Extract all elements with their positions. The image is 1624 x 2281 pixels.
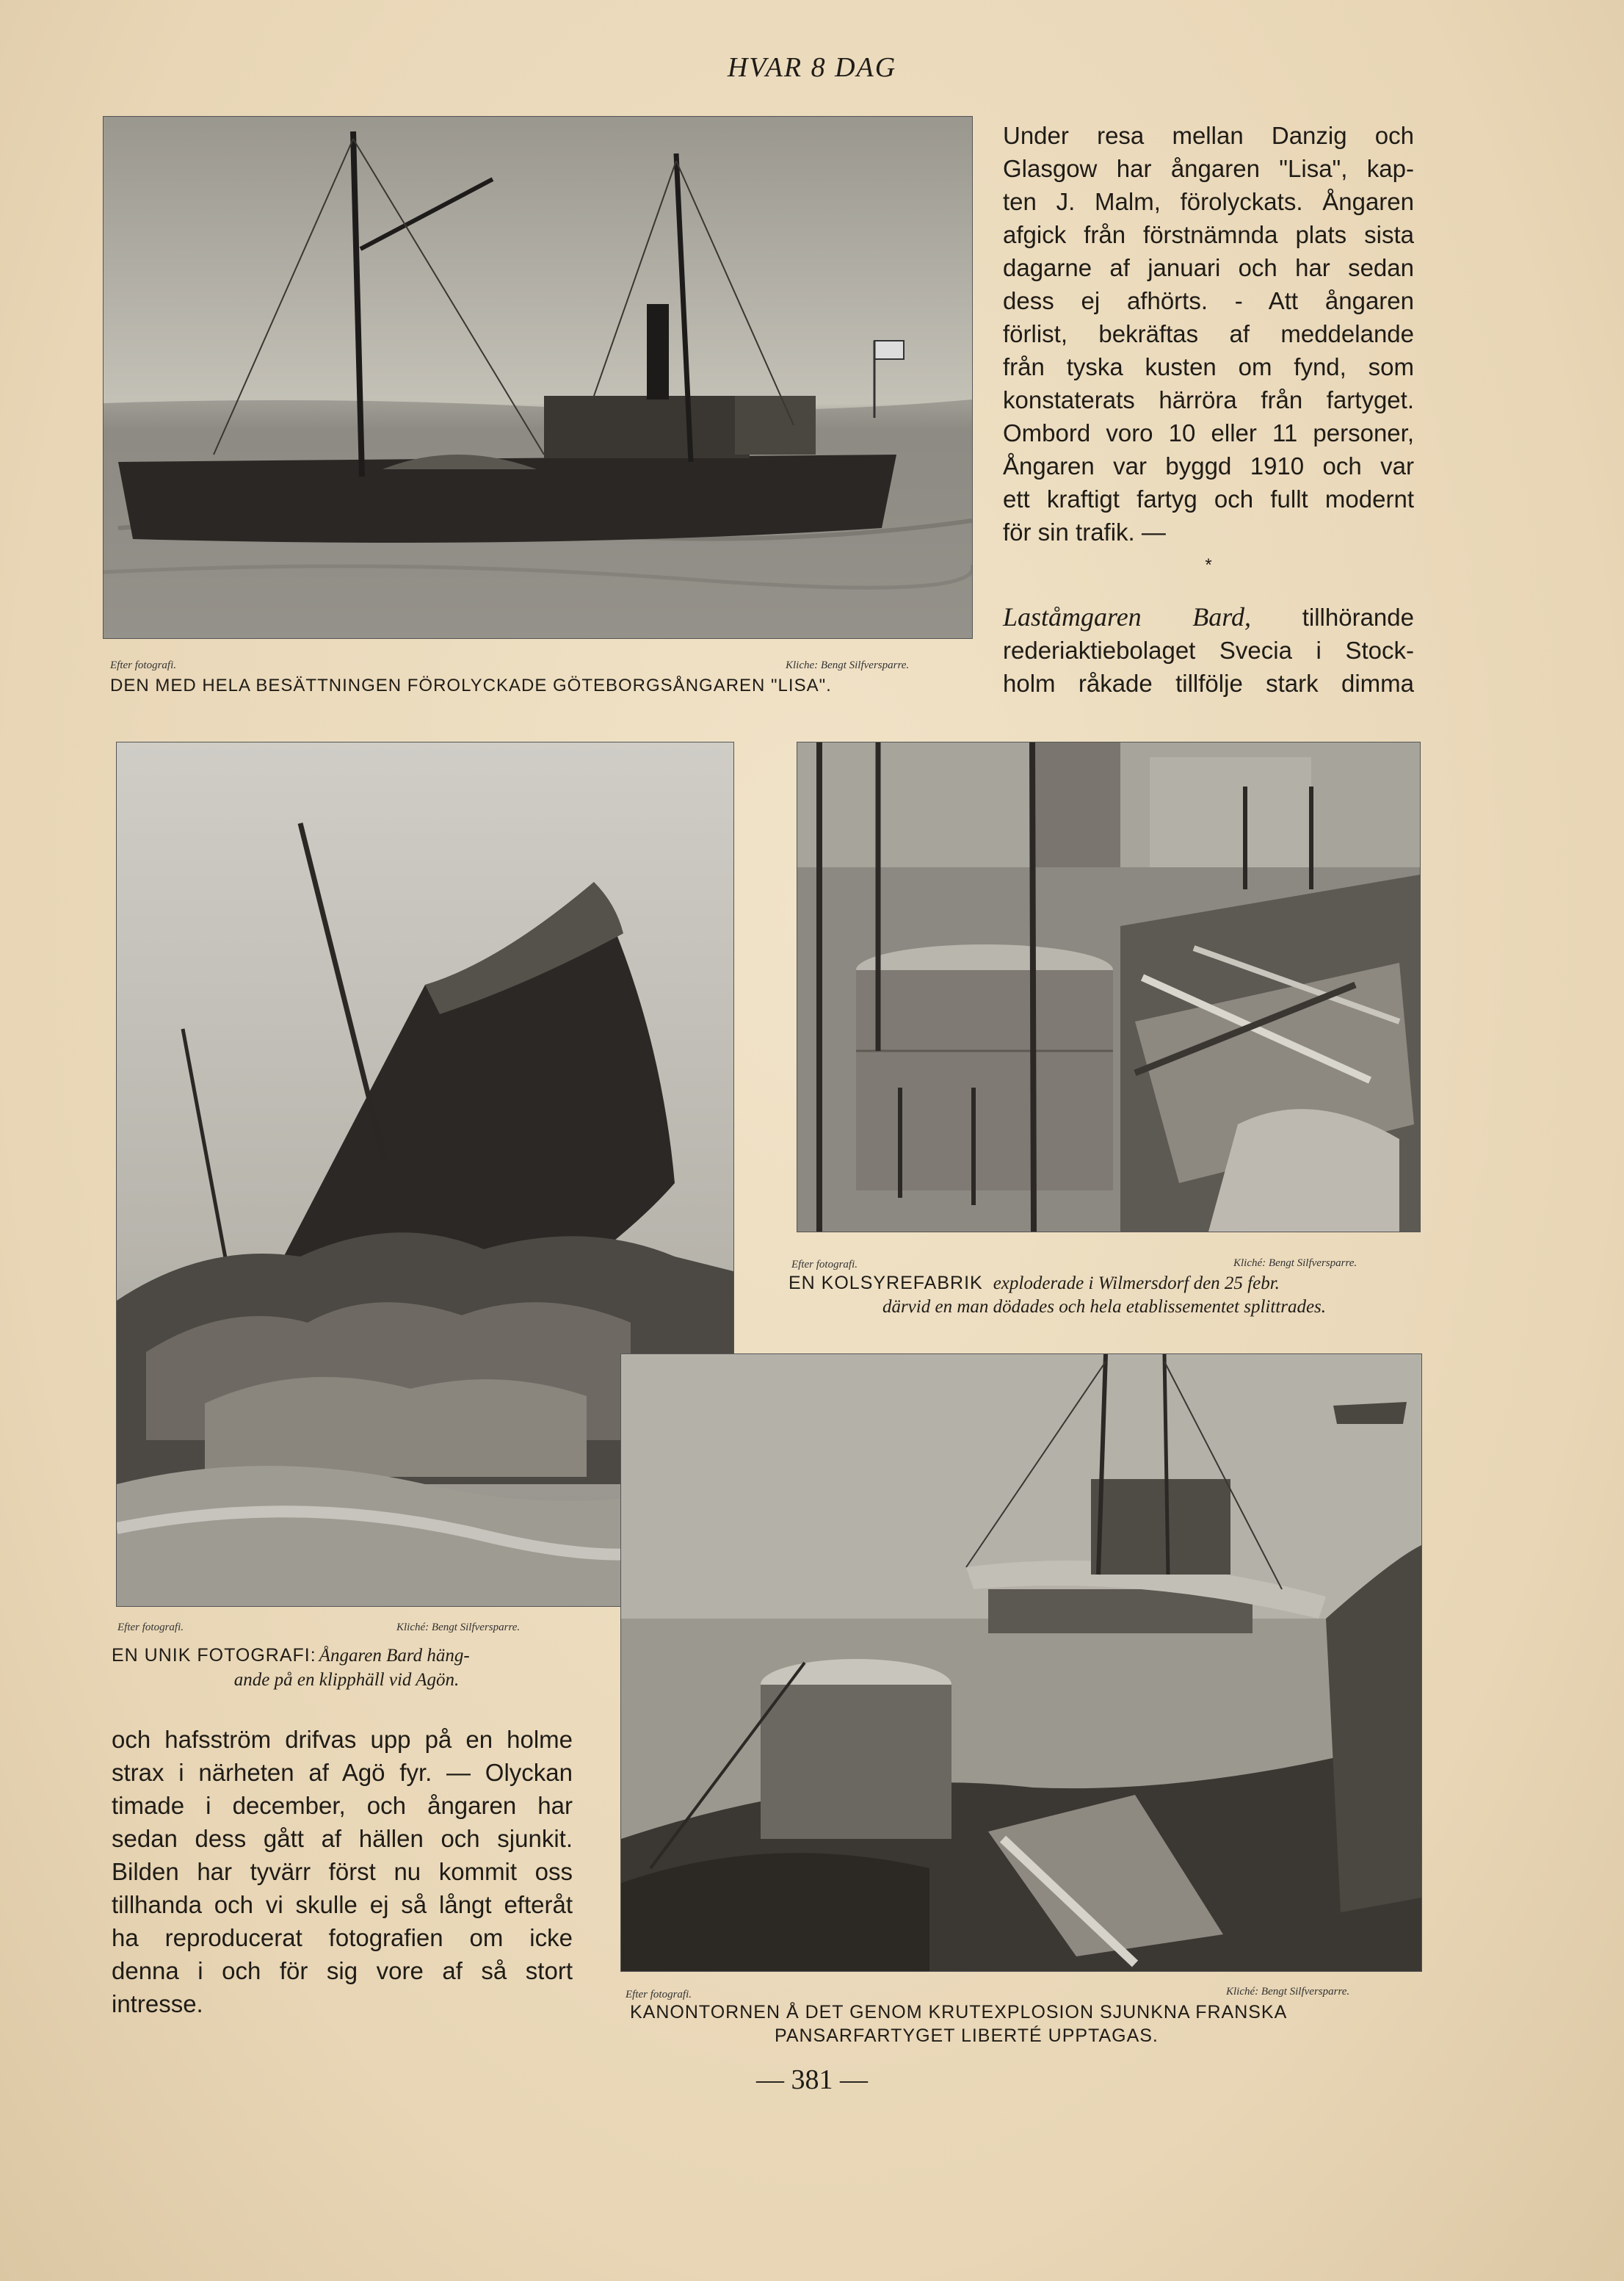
- article-bard-line: rederiaktiebolaget Svecia i Stock-: [1003, 637, 1414, 664]
- caption-bard: [112, 1645, 581, 1691]
- running-head: HVAR 8 DAG: [727, 52, 897, 83]
- photo-kolsyrefabrik: [797, 742, 1421, 1232]
- article-bard-continuation-line: intresse.: [112, 1990, 203, 2017]
- article-bard-continuation-line: tillhanda och vi skulle ej så långt efteråt: [112, 1891, 573, 1918]
- caption-bard-caps: EN UNIK FOTOGRAFI:: [112, 1645, 316, 1666]
- credit-liberte-cliche: Kliché: Bengt Silfversparre.: [1226, 1986, 1350, 1998]
- article-lisa-line: konstaterats härröra från fartyget.: [1003, 386, 1414, 413]
- credit-kolsyrefabrik-photographer: Efter fotografi.: [791, 1259, 858, 1270]
- article-bard: [1003, 601, 1414, 700]
- article-lisa-line: dagarne af januari och har sedan: [1003, 254, 1414, 281]
- article-bard-line: holm råkade tillfölje stark dimma: [1003, 670, 1414, 697]
- credit-bard-cliche: Kliché: Bengt Silfversparre.: [396, 1622, 521, 1633]
- article-lisa-line: från tyska kusten om fynd, som: [1003, 353, 1414, 380]
- caption-kolsyrefabrik-line-2: därvid en man dödades och hela etablissementet splittrades.: [882, 1297, 1327, 1317]
- caption-kolsyrefabrik-line-1: exploderade i Wilmersdorf den 25 febr.: [993, 1273, 1280, 1293]
- article-bard-continuation-line: Bilden har tyvärr först nu kommit oss: [112, 1858, 573, 1885]
- credit-liberte-photographer: Efter fotografi.: [626, 1989, 692, 2000]
- article-lisa: [1003, 119, 1414, 582]
- article-lisa-line: ten J. Malm, förolyckats. Ångaren: [1003, 188, 1414, 215]
- article-bard-continuation-line: ha reproducerat fotografien om icke: [112, 1924, 573, 1951]
- credit-bard-photographer: Efter fotografi.: [117, 1622, 184, 1633]
- page-number: — 381 —: [756, 2064, 868, 2095]
- article-lisa-line: förlist, bekräftas af meddelande: [1003, 320, 1414, 347]
- caption-kolsyrefabrik: [789, 1273, 1420, 1317]
- article-lisa-line: ett kraftigt fartyg och fullt modernt: [1003, 485, 1414, 513]
- photo-lisa-steamer: [103, 116, 973, 639]
- article-lisa-line: Glasgow har ångaren "Lisa", kap-: [1003, 155, 1414, 182]
- article-separator: *: [1205, 555, 1212, 575]
- article-lisa-line: afgick från förstnämnda plats sista: [1003, 221, 1414, 248]
- article-bard-continuation-line: sedan dess gått af hällen och sjunkit.: [112, 1825, 573, 1852]
- article-bard-continuation: [112, 1723, 573, 2020]
- article-lisa-line: Ångaren var byggd 1910 och var: [1003, 452, 1414, 480]
- article-lisa-line: dess ej afhörts. - Att ångaren: [1003, 287, 1414, 314]
- article-bard-continuation-line: timade i december, och ångaren har: [112, 1792, 573, 1819]
- caption-bard-line-1: Ångaren Bard häng-: [319, 1646, 470, 1666]
- credit-lisa-cliche: Kliche: Bengt Silfversparre.: [786, 659, 910, 671]
- article-bard-line: tillhörande: [1302, 604, 1414, 631]
- credit-kolsyrefabrik-cliche: Kliché: Bengt Silfversparre.: [1233, 1257, 1357, 1269]
- article-bard-title: Laståmgaren Bard,: [1003, 602, 1251, 632]
- article-bard-continuation-line: strax i närheten af Agö fyr. — Olyckan: [112, 1759, 573, 1786]
- caption-liberte-line-2: PANSARFARTYGET LIBERTÉ UPPTAGAS.: [775, 2025, 1159, 2046]
- caption-kolsyrefabrik-caps: EN KOLSYREFABRIK: [789, 1273, 983, 1293]
- article-bard-continuation-line: och hafsström drifvas upp på en holme: [112, 1726, 573, 1753]
- article-lisa-line: för sin trafik. —: [1003, 518, 1166, 546]
- article-bard-continuation-line: denna i och för sig vore af så stort: [112, 1957, 573, 1984]
- photo-liberte-gun-turrets: [620, 1353, 1422, 1972]
- credit-lisa-photographer: Efter fotografi.: [110, 659, 176, 671]
- caption-liberte-line-1: KANONTORNEN Å DET GENOM KRUTEXPLOSION SJUNKNA FRANSKA: [630, 2002, 1288, 2022]
- caption-bard-line-2: ande på en klipphäll vid Agön.: [233, 1670, 460, 1690]
- article-lisa-line: Under resa mellan Danzig och: [1003, 122, 1414, 149]
- article-bard-first-line: [1003, 601, 1414, 634]
- article-lisa-line: Ombord voro 10 eller 11 personer,: [1003, 419, 1414, 447]
- caption-lisa: DEN MED HELA BESÄTTNINGEN FÖROLYCKADE GÖTEBORGSÅNGAREN "LISA".: [110, 676, 832, 695]
